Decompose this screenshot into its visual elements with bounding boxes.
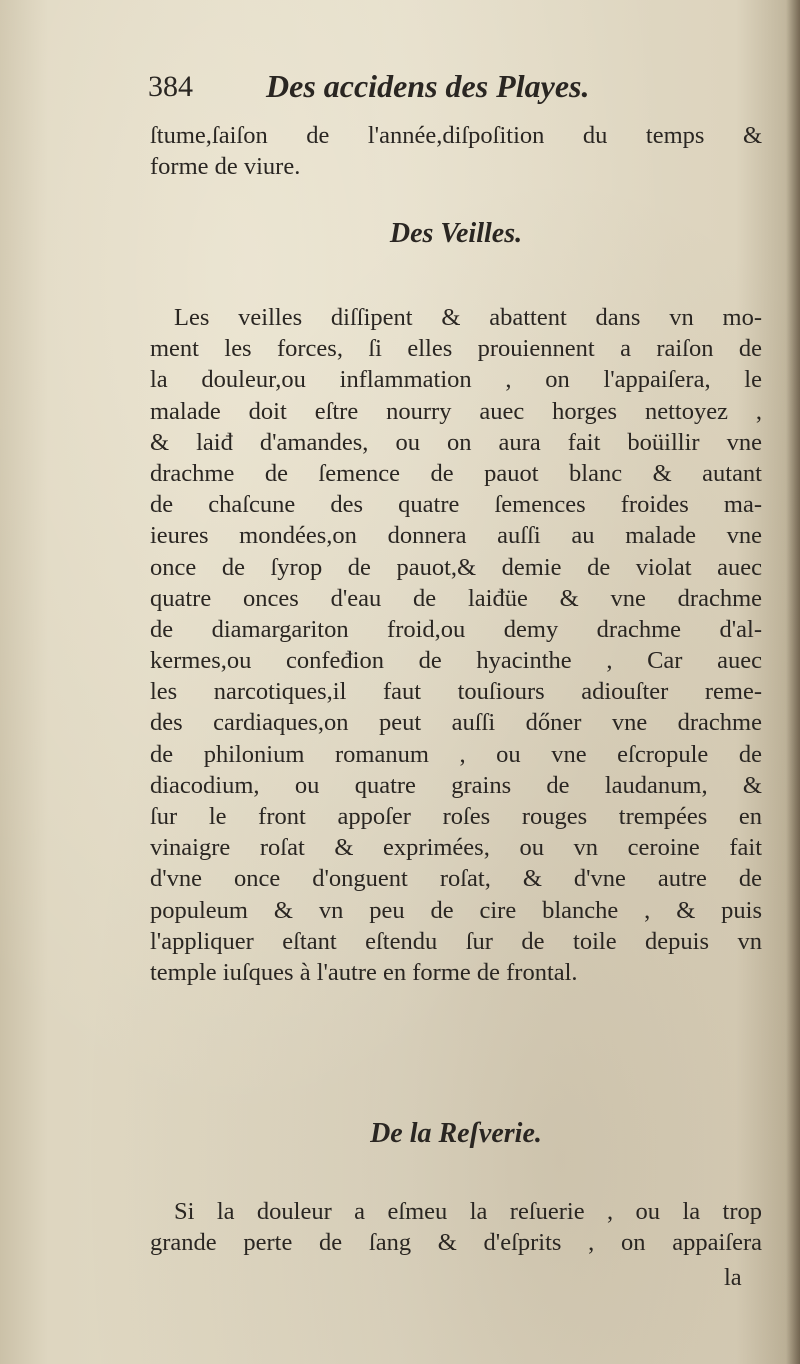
text-line: diacodium, ou quatre grains de laudanum, & xyxy=(150,771,762,799)
text-line: Si la douleur a eſmeu la reſuerie , ou la trop xyxy=(174,1198,762,1225)
text-line: d'vne once d'onguent roſat, & d'vne autre de xyxy=(150,865,762,893)
text-line: malade doit eſtre nourry auec horges nettoyez , xyxy=(150,397,762,425)
section-body-veilles xyxy=(150,302,762,988)
text-line: populeum & vn peu de cire blanche , & puis xyxy=(150,896,762,924)
text-line: ieures mondées,on donnera auſſi au malade vne xyxy=(150,522,762,550)
continuation-text xyxy=(150,120,762,182)
text-line: ſtume,ſaiſon de l'année,diſpoſition du temps & xyxy=(150,122,762,149)
text-line: les narcotiques,il faut touſiours adiouſter reme- xyxy=(150,678,762,706)
text-line: once de ſyrop de pauot,& demie de violat auec xyxy=(150,553,762,581)
text-line: la douleur,ou inflammation , on l'appaiſera, le xyxy=(150,366,762,394)
page-edge-shadow xyxy=(786,0,800,1364)
page-header xyxy=(148,64,768,114)
text-line: grande perte de ſang & d'eſprits , on appaiſera xyxy=(150,1229,762,1257)
text-line: de chaſcune des quatre ſemences froides ma- xyxy=(150,491,762,519)
text-line: drachme de ſemence de pauot blanc & autant xyxy=(150,459,762,487)
text-line: de diamargariton froid,ou demy drachme d'al- xyxy=(150,615,762,643)
section-heading-veilles: Des Veilles. xyxy=(389,218,523,249)
text-line: ment les forces, ſi elles prouiennent a raiſon de xyxy=(150,335,762,363)
text-line: quatre onces d'eau de laiđüe & vne drachme xyxy=(150,584,762,612)
text-line: vinaigre roſat & exprimées, ou vn ceroine fait xyxy=(150,834,762,862)
text-line: & laiđ d'amandes, ou on aura fait boüillir vne xyxy=(150,428,762,456)
section-heading-resverie: De la Reſverie. xyxy=(370,1118,542,1149)
text-line: ſur le front appoſer roſes rouges trempées en xyxy=(150,803,762,830)
text-line: des cardiaques,on peut auſſi dőner vne drachme xyxy=(150,709,762,737)
catchword: la xyxy=(724,1264,742,1291)
text-line: Les veilles diſſipent & abattent dans vn mo- xyxy=(174,304,762,331)
text-line: kermes,ou confeđion de hyacinthe , Car auec xyxy=(150,647,762,675)
running-head: Des accidens des Playes. xyxy=(266,68,590,104)
text-line: forme de viure. xyxy=(150,153,301,181)
section-body-resverie xyxy=(150,1196,762,1258)
text-line: de philonium romanum , ou vne eſcropule de xyxy=(150,740,762,768)
text-line: temple iuſques à l'autre en forme de frontal. xyxy=(150,958,578,986)
page-number: 384 xyxy=(148,70,193,103)
text-line: l'appliquer eſtant eſtendu ſur de toile depuis vn xyxy=(150,927,762,955)
